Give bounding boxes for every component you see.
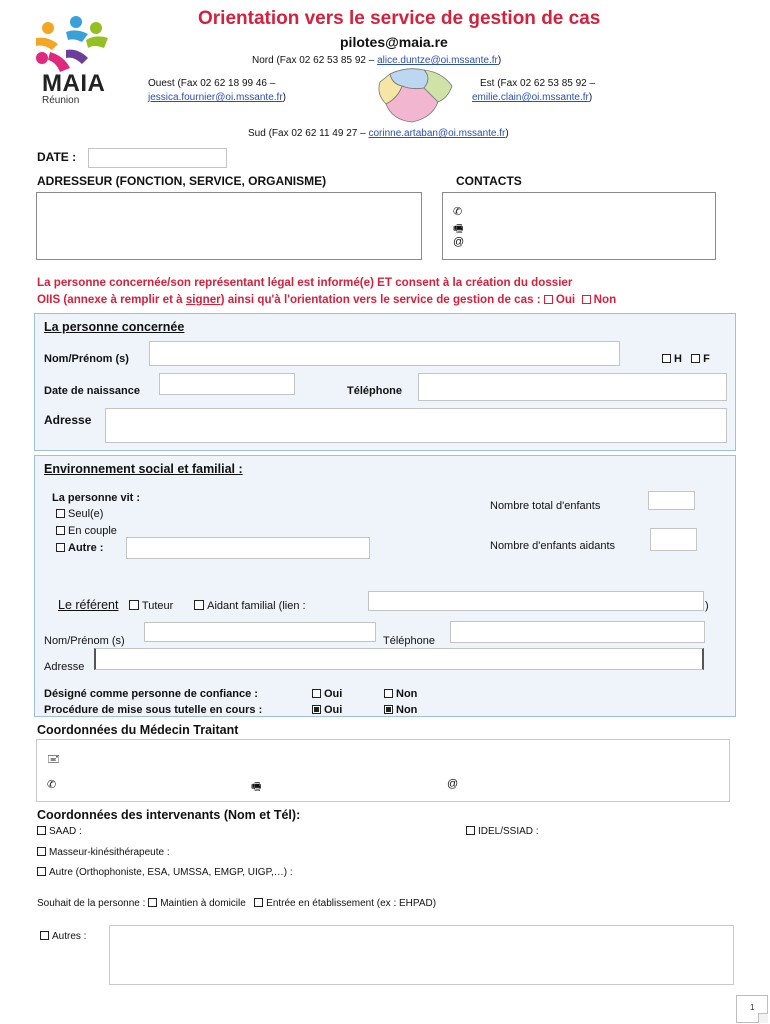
tutelle-non: Non — [384, 704, 417, 716]
sex-h-checkbox[interactable] — [662, 354, 671, 363]
vit-seul: Seul(e) — [56, 508, 103, 520]
logo-subtitle: Réunion — [42, 95, 80, 106]
contacts-box[interactable] — [442, 192, 716, 260]
referent-adresse-label: Adresse — [44, 661, 85, 673]
logo-figures-icon — [30, 14, 130, 74]
etablissement-checkbox[interactable] — [254, 898, 263, 907]
confiance-row: Désigné comme personne de confiance : — [44, 688, 258, 700]
couple-checkbox[interactable] — [56, 526, 65, 535]
page-number: 1 — [750, 1003, 755, 1012]
autres-row: Autres : — [40, 931, 86, 942]
sud-email-link[interactable]: corinne.artaban@oi.mssante.fr — [368, 128, 506, 139]
consent-line-1: La personne concernée/son représentant légal est informé(e) ET consent à la création du dossier — [37, 276, 573, 289]
email-icon: @ — [447, 778, 459, 790]
enfants-total-field[interactable] — [648, 491, 695, 510]
nord-email-link[interactable]: alice.duntze@oi.mssante.fr — [377, 55, 498, 66]
personne-dob-label: Date de naissance — [44, 385, 140, 397]
enfants-aidants-field[interactable] — [650, 528, 697, 551]
saad-row: SAAD : — [37, 826, 82, 837]
confiance-non-checkbox[interactable] — [384, 689, 393, 698]
phone-icon: ✆ — [47, 778, 57, 791]
referent-row: Le référent Tuteur Aidant familial (lien : — [58, 598, 306, 612]
environnement-title: Environnement social et familial : — [44, 462, 243, 476]
personne-title: La personne concernée — [44, 320, 185, 334]
medecin-box[interactable] — [36, 739, 730, 802]
aidant-checkbox[interactable] — [194, 600, 204, 610]
est-contact: Est (Fax 02 62 53 85 92 – emilie.clain@oi.mssante.fr) — [472, 78, 596, 103]
referent-tel-field[interactable] — [450, 621, 705, 643]
sud-contact: Sud (Fax 02 62 11 49 27 – corinne.artaban@oi.mssante.fr) — [248, 128, 509, 139]
autre-checkbox[interactable] — [56, 543, 65, 552]
intervenants-title: Coordonnées des intervenants (Nom et Tél): — [37, 808, 301, 822]
email-icon: @ — [453, 236, 465, 248]
sex-checkboxes: H F — [662, 353, 710, 365]
main-email: pilotes@maia.re — [340, 34, 448, 50]
confiance-oui: Oui — [312, 688, 342, 700]
seul-checkbox[interactable] — [56, 509, 65, 518]
reunion-map-icon — [372, 64, 464, 126]
consent-line-2: OIIS (annexe à remplir et à signer) ainsi qu'à l'orientation vers le service de gestion de cas : Oui Non — [37, 293, 617, 306]
saad-checkbox[interactable] — [37, 826, 46, 835]
maia-logo — [30, 14, 130, 106]
personne-adresse-field[interactable] — [105, 408, 727, 443]
sex-f-checkbox[interactable] — [691, 354, 700, 363]
logo-text: MAIA — [42, 70, 106, 97]
autre-intervenant-checkbox[interactable] — [37, 867, 46, 876]
domicile-checkbox[interactable] — [148, 898, 157, 907]
masseur-row: Masseur-kinésithérapeute : — [37, 847, 170, 858]
consent-oui-checkbox[interactable] — [544, 295, 553, 304]
autres-checkbox[interactable] — [40, 931, 49, 940]
nord-contact: Nord (Fax 02 62 53 85 92 – alice.duntze@oi.mssante.fr) — [252, 55, 502, 66]
page-fold-icon — [758, 1013, 768, 1023]
reunion-map — [372, 64, 464, 126]
page-number-box — [736, 995, 768, 1023]
referent-adresse-field[interactable] — [94, 648, 704, 670]
adresseur-label: ADRESSEUR (FONCTION, SERVICE, ORGANISME) — [37, 174, 327, 188]
vit-couple: En couple — [56, 525, 117, 537]
consent-non-checkbox[interactable] — [582, 295, 591, 304]
fax-icon: 🖷 — [251, 780, 262, 793]
phone-icon: ✆ — [453, 205, 463, 218]
date-field[interactable] — [88, 148, 227, 168]
enfants-aidants-label: Nombre d'enfants aidants — [490, 540, 616, 552]
vit-autre: Autre : — [56, 542, 103, 554]
personne-adresse-label: Adresse — [44, 413, 92, 427]
referent-tel-label: Téléphone — [383, 635, 435, 647]
ouest-email-link[interactable]: jessica.fournier@oi.mssante.fr — [148, 92, 283, 103]
confiance-oui-checkbox[interactable] — [312, 689, 321, 698]
vit-autre-field[interactable] — [126, 537, 370, 559]
idel-checkbox[interactable] — [466, 826, 475, 835]
personne-nom-field[interactable] — [149, 341, 620, 366]
vit-label: La personne vit : — [52, 492, 141, 504]
personne-tel-field[interactable] — [418, 373, 727, 401]
autre-intervenant-row: Autre (Orthophoniste, ESA, UMSSA, EMGP, UIGP,…) : — [37, 867, 293, 878]
aidant-close-paren: ) — [705, 600, 709, 612]
referent-nom-label: Nom/Prénom (s) — [44, 635, 125, 647]
tutelle-oui: Oui — [312, 704, 342, 716]
personne-dob-field[interactable] — [159, 373, 295, 395]
contacts-label: CONTACTS — [456, 174, 522, 188]
date-label: DATE : — [37, 150, 77, 164]
est-email-link[interactable]: emilie.clain@oi.mssante.fr — [472, 92, 589, 103]
medecin-title: Coordonnées du Médecin Traitant — [37, 723, 239, 737]
enfants-total-label: Nombre total d'enfants — [490, 500, 601, 512]
ouest-contact: Ouest (Fax 02 62 18 99 46 – jessica.fournier@oi.mssante.fr) — [148, 78, 286, 103]
souhait-row: Souhait de la personne : Maintien à domicile Entrée en établissement (ex : EHPAD) — [37, 898, 437, 909]
fax-icon: 🖷 — [453, 222, 464, 235]
personne-tel-label: Téléphone — [347, 385, 403, 397]
tutelle-row: Procédure de mise sous tutelle en cours : — [44, 704, 263, 716]
adresseur-field[interactable] — [36, 192, 422, 260]
tutelle-oui-checkbox[interactable] — [312, 705, 321, 714]
confiance-non: Non — [384, 688, 417, 700]
aidant-lien-field[interactable] — [368, 591, 704, 611]
masseur-checkbox[interactable] — [37, 847, 46, 856]
personne-nom-label: Nom/Prénom (s) — [44, 353, 129, 365]
card-icon: 🖃 — [47, 752, 60, 765]
tutelle-non-checkbox[interactable] — [384, 705, 393, 714]
idel-row: IDEL/SSIAD : — [466, 826, 539, 837]
tuteur-checkbox[interactable] — [129, 600, 139, 610]
referent-nom-field[interactable] — [144, 622, 376, 642]
page-title: Orientation vers le service de gestion de cas — [198, 8, 601, 29]
autres-field[interactable] — [109, 925, 734, 985]
referent-label: Le référent — [58, 598, 119, 612]
